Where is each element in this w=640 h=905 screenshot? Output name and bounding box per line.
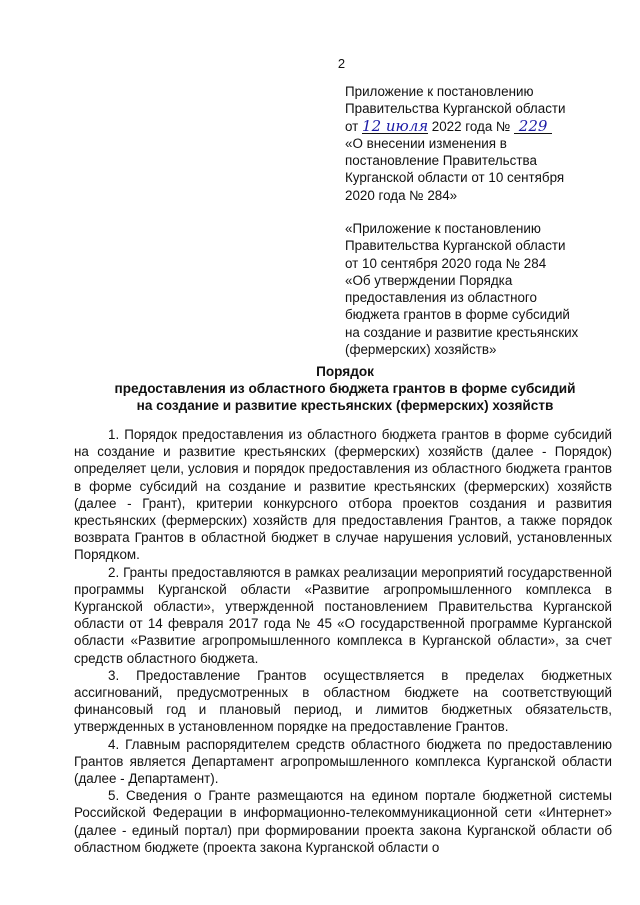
inner-appendix-line: Правительства Курганской области — [345, 238, 566, 254]
inner-appendix-line: предоставления из областного — [345, 290, 537, 306]
appendix-header-line: 2020 года № 284» — [345, 187, 458, 203]
appendix-header — [345, 83, 615, 204]
paragraph-2: 2. Гранты предоставляются в рамках реализации мероприятий государственной программы Курганской области «Развитие агропромышленного комплекса в Курганской области», утвержденной постановлением Правительства Курганской области от 14 февраля 2017 года № 45 «О государственной программе Курганской области «Развитие агропромышленного комплекса в Курганской области», за счет средств областного бюджета. — [74, 564, 612, 666]
year-number-label: 2022 года № — [431, 118, 511, 134]
inner-appendix — [345, 220, 615, 358]
inner-appendix-line: бюджета грантов в форме субсидий — [345, 307, 570, 323]
inner-appendix-line: от 10 сентября 2020 года № 284 — [345, 255, 547, 271]
inner-appendix-line: «Об утверждении Порядка — [345, 272, 513, 288]
handwritten-number: 229 — [514, 119, 552, 134]
paragraph-3: 3. Предоставление Грантов осуществляется в пределах бюджетных ассигнований, предусмотренных в областном бюджете на соответствующий финансовый год и плановый период, и лимитов бюджетных обязательств, утвержденных в установленном порядке на предоставление Грантов. — [74, 667, 612, 735]
page-number: 2 — [337, 56, 346, 71]
date-prefix: от — [345, 118, 359, 134]
inner-appendix-line: (фермерских) хозяйств» — [345, 342, 497, 358]
inner-appendix-line: «Приложение к постановлению — [345, 221, 541, 236]
paragraph-1: 1. Порядок предоставления из областного бюджета грантов в форме субсидий на создание и развитие крестьянских (фермерских) хозяйств (далее - Порядок) определяет цели, условия и порядок предоставления из областного бюджета грантов в форме субсидий на создание и развитие крестьянских (фермерских) хозяйств (далее - Грант), критерии конкурсного отбора проектов создания и развития крестьянских (фермерских) хозяйств для предоставления Грантов, а также порядок возврата Грантов в областной бюджет в случае нарушения условий, установленных Порядком. — [74, 427, 612, 563]
document-body — [74, 426, 612, 856]
appendix-header-line: Курганской области от 10 сентября — [345, 170, 565, 186]
document-title-subtitle: на создание и развитие крестьянских (фермерских) хозяйств — [136, 398, 554, 414]
appendix-header-line: «О внесении изменения в — [345, 135, 507, 151]
appendix-header-line: постановление Правительства — [345, 153, 537, 169]
appendix-header-line: Правительства Курганской области — [345, 101, 566, 117]
appendix-header-date-line — [345, 118, 615, 135]
handwritten-date: 12 июля — [362, 116, 429, 135]
document-title-main: Порядок — [316, 364, 374, 379]
inner-appendix-line: на создание и развитие крестьянских — [345, 324, 579, 340]
paragraph-4: 4. Главным распорядителем средств областного бюджета по предоставлению Грантов является Департамент агропромышленного комплекса Курганской области (далее - Департамент). — [74, 736, 612, 787]
document-title-subtitle: предоставления из областного бюджета грантов в форме субсидий — [114, 381, 576, 397]
document-title — [60, 363, 630, 415]
appendix-header-line: Приложение к постановлению — [345, 84, 534, 99]
paragraph-5: 5. Сведения о Гранте размещаются на едином портале бюджетной системы Российской Федерации в информационно-телекоммуникационной сети «Интернет» (далее - единый портал) при формировании проекта закона Курганской области об областном бюджете (проекта закона Курганской области о — [74, 788, 612, 855]
